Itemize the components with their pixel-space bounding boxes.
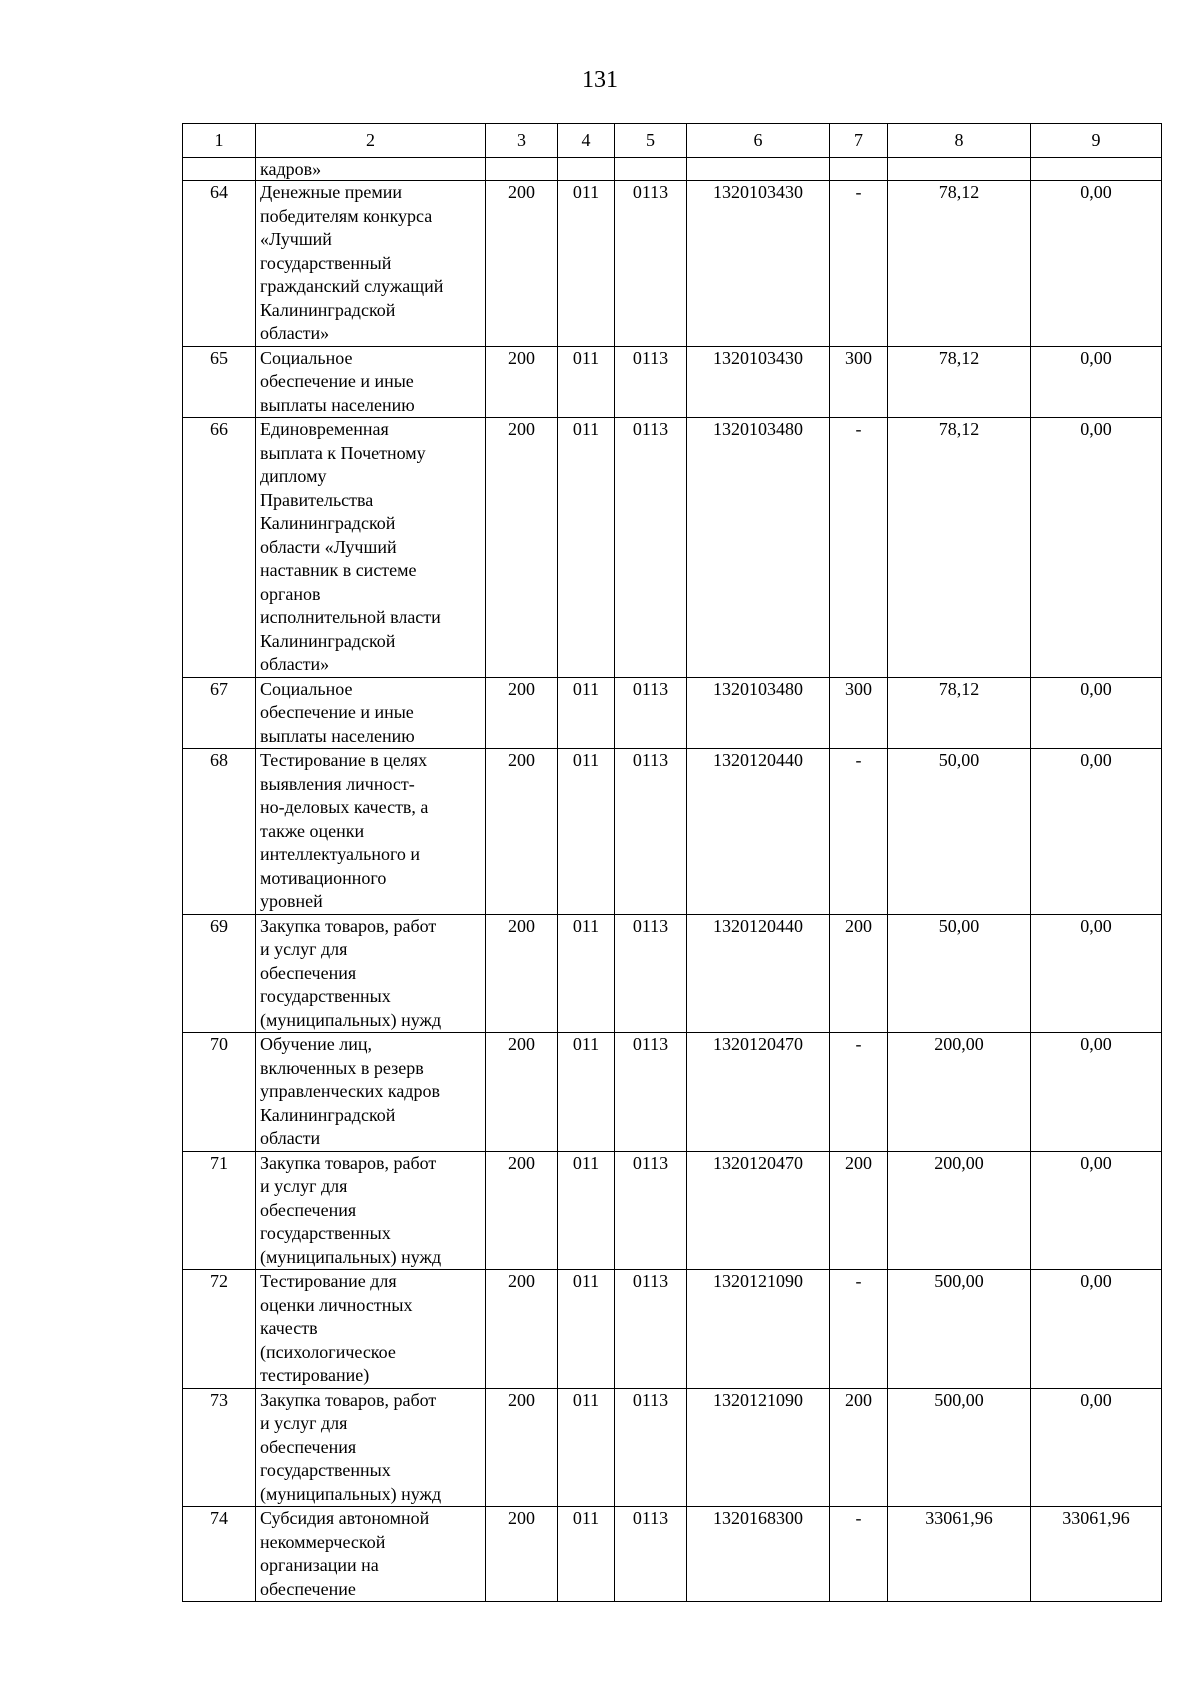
cell-col5: 0113: [615, 346, 687, 418]
row-name-line: и услуг для: [260, 1176, 348, 1196]
cell-col9: [1031, 158, 1162, 181]
cell-col3: 200: [486, 346, 558, 418]
row-name: [256, 418, 486, 678]
cell-col5: 0113: [615, 914, 687, 1033]
row-name-line: государственных: [260, 1460, 391, 1480]
cell-col4: 011: [558, 914, 615, 1033]
cell-col8: 200,00: [888, 1033, 1031, 1152]
cell-col6: [687, 158, 830, 181]
row-name-line: Калининградской: [260, 299, 396, 320]
cell-col7: -: [830, 1033, 888, 1152]
cell-col7: 300: [830, 677, 888, 749]
row-name-line: (муниципальных) нужд: [260, 1483, 442, 1504]
cell-col7: -: [830, 418, 888, 678]
row-name-line: Денежные премии: [260, 182, 403, 202]
cell-col6: 1320103480: [687, 418, 830, 678]
cell-col9: 0,00: [1031, 677, 1162, 749]
cell-col5: 0113: [615, 677, 687, 749]
row-name-line: уровней: [260, 891, 323, 911]
row-name-line: «Лучший: [260, 229, 332, 249]
cell-col4: 011: [558, 1507, 615, 1602]
cell-col6: 1320121090: [687, 1388, 830, 1507]
cell-col3: 200: [486, 418, 558, 678]
row-name-line: Закупка товаров, работ: [260, 915, 437, 936]
cell-col4: 011: [558, 181, 615, 347]
row-name-line: Правительства: [260, 489, 374, 510]
cell-col9: 0,00: [1031, 346, 1162, 418]
table-row: [183, 181, 1162, 347]
header-row: [183, 124, 1162, 158]
page-number: 131: [582, 67, 618, 93]
row-name-line: области: [260, 1128, 321, 1148]
cell-col8: 78,12: [888, 346, 1031, 418]
row-name-line: обеспечения: [260, 1436, 357, 1457]
table-row: [183, 346, 1162, 418]
cell-col9: 33061,96: [1031, 1507, 1162, 1602]
cell-col3: [486, 158, 558, 181]
header-cell-1: 1: [183, 124, 256, 158]
cell-col6: 1320120440: [687, 749, 830, 915]
row-name-line: также оценки: [260, 820, 365, 841]
cell-col6: 1320121090: [687, 1270, 830, 1389]
cell-col6: 1320120470: [687, 1151, 830, 1270]
row-name-line: исполнительной власти: [260, 607, 441, 627]
row-name-line: Тестирование для: [260, 1271, 397, 1291]
cell-col3: 200: [486, 677, 558, 749]
row-name-line: обеспечение и иные: [260, 702, 414, 722]
row-name-line: но-деловых качеств, а: [260, 797, 429, 817]
cell-col3: 200: [486, 181, 558, 347]
table-row: [183, 914, 1162, 1033]
cell-col7: 200: [830, 1388, 888, 1507]
cell-col3: 200: [486, 1270, 558, 1389]
cell-col6: 1320168300: [687, 1507, 830, 1602]
row-name-line: Закупка товаров, работ: [260, 1152, 437, 1173]
row-name-line: наставник в системе: [260, 560, 417, 580]
cell-col5: 0113: [615, 181, 687, 347]
cell-col4: 011: [558, 1388, 615, 1507]
row-number: 73: [183, 1388, 256, 1507]
row-name-line: Социальное: [260, 678, 353, 699]
row-number: 70: [183, 1033, 256, 1152]
cell-col5: 0113: [615, 1033, 687, 1152]
row-name-line: области»: [260, 323, 330, 343]
cell-col6: 1320120440: [687, 914, 830, 1033]
cell-col3: 200: [486, 749, 558, 915]
cell-col3: 200: [486, 1388, 558, 1507]
cell-col8: 500,00: [888, 1388, 1031, 1507]
cell-col3: 200: [486, 1151, 558, 1270]
cell-col9: 0,00: [1031, 1388, 1162, 1507]
row-name-line: государственных: [260, 1223, 391, 1243]
row-name-line: некоммерческой: [260, 1531, 386, 1552]
cell-col5: 0113: [615, 1270, 687, 1389]
header-cell-3: 3: [486, 124, 558, 158]
header-cell-5: 5: [615, 124, 687, 158]
cell-col6: 1320120470: [687, 1033, 830, 1152]
cell-col7: [830, 158, 888, 181]
table-row: [183, 1033, 1162, 1152]
cell-col5: [615, 158, 687, 181]
row-name: [256, 1388, 486, 1507]
row-number: 64: [183, 181, 256, 347]
table-row: [183, 749, 1162, 915]
cell-col9: 0,00: [1031, 418, 1162, 678]
row-name-line: организации на: [260, 1555, 379, 1575]
cell-col4: 011: [558, 1033, 615, 1152]
cell-col9: 0,00: [1031, 1151, 1162, 1270]
table-row: [183, 418, 1162, 678]
table-body: [183, 158, 1162, 1602]
cell-col3: 200: [486, 1507, 558, 1602]
cell-col7: 200: [830, 914, 888, 1033]
cell-col8: 500,00: [888, 1270, 1031, 1389]
row-name-line: обеспечение и иные: [260, 371, 414, 391]
row-name-line: Калининградской: [260, 1104, 396, 1125]
row-name-line: (психологическое: [260, 1341, 396, 1362]
row-number: 68: [183, 749, 256, 915]
row-name-line: выявления личност-: [260, 773, 415, 794]
cell-col4: 011: [558, 346, 615, 418]
row-number: [183, 158, 256, 181]
header-cell-2: 2: [256, 124, 486, 158]
row-name-line: тестирование): [260, 1365, 370, 1385]
cell-col8: 50,00: [888, 914, 1031, 1033]
cell-col7: -: [830, 749, 888, 915]
row-name-line: государственный: [260, 252, 392, 273]
cell-col9: 0,00: [1031, 1033, 1162, 1152]
header-cell-9: 9: [1031, 124, 1162, 158]
row-name-line: обеспечения: [260, 962, 357, 983]
cell-col7: 200: [830, 1151, 888, 1270]
cell-col7: 300: [830, 346, 888, 418]
row-name-line: диплому: [260, 466, 327, 486]
row-name-line: Обучение лиц,: [260, 1034, 373, 1054]
continuation-row: [183, 158, 1162, 181]
cell-col4: 011: [558, 749, 615, 915]
row-name: [256, 158, 486, 181]
row-number: 66: [183, 418, 256, 678]
table-row: [183, 1151, 1162, 1270]
cell-col7: -: [830, 1270, 888, 1389]
cell-col7: -: [830, 1507, 888, 1602]
row-name-line: включенных в резерв: [260, 1057, 424, 1078]
cell-col4: [558, 158, 615, 181]
row-name: [256, 1507, 486, 1602]
row-number: 69: [183, 914, 256, 1033]
cell-col8: 33061,96: [888, 1507, 1031, 1602]
row-number: 65: [183, 346, 256, 418]
row-name-line: и услуг для: [260, 1413, 348, 1433]
row-name-line: обеспечение: [260, 1578, 356, 1599]
cell-col5: 0113: [615, 1388, 687, 1507]
budget-table: [182, 123, 1162, 1602]
cell-col8: 78,12: [888, 418, 1031, 678]
header-cell-8: 8: [888, 124, 1031, 158]
row-name-line: выплаты населению: [260, 725, 415, 746]
cell-col9: 0,00: [1031, 1270, 1162, 1389]
cell-col5: 0113: [615, 1151, 687, 1270]
cell-col4: 011: [558, 418, 615, 678]
cell-col8: 50,00: [888, 749, 1031, 915]
header-cell-6: 6: [687, 124, 830, 158]
row-name-line: оценки личностных: [260, 1294, 413, 1315]
row-name-line: органов: [260, 583, 321, 604]
row-number: 67: [183, 677, 256, 749]
row-name-line: гражданский служащий: [260, 276, 444, 296]
cell-col4: 011: [558, 1151, 615, 1270]
table-row: [183, 1507, 1162, 1602]
cell-col6: 1320103480: [687, 677, 830, 749]
row-name-line: качеств: [260, 1318, 318, 1338]
row-name-line: государственных: [260, 986, 391, 1006]
row-name-line: выплата к Почетному: [260, 442, 426, 463]
cell-col6: 1320103430: [687, 181, 830, 347]
row-name: [256, 749, 486, 915]
row-name-line: Социальное: [260, 347, 353, 368]
header-cell-7: 7: [830, 124, 888, 158]
row-name-line: Субсидия автономной: [260, 1508, 430, 1528]
row-name-line: интеллектуального и: [260, 844, 421, 864]
cell-col9: 0,00: [1031, 181, 1162, 347]
row-name: [256, 914, 486, 1033]
cell-col8: 200,00: [888, 1151, 1031, 1270]
row-name-line: области «Лучший: [260, 536, 397, 557]
cell-col3: 200: [486, 1033, 558, 1152]
row-name-line: (муниципальных) нужд: [260, 1246, 442, 1267]
row-number: 72: [183, 1270, 256, 1389]
cell-col9: 0,00: [1031, 749, 1162, 915]
cell-col5: 0113: [615, 418, 687, 678]
cell-col8: 78,12: [888, 677, 1031, 749]
cell-col7: -: [830, 181, 888, 347]
cell-col3: 200: [486, 914, 558, 1033]
row-number: 71: [183, 1151, 256, 1270]
cell-col9: 0,00: [1031, 914, 1162, 1033]
table-row: [183, 677, 1162, 749]
row-name-line: Закупка товаров, работ: [260, 1389, 437, 1410]
cell-col5: 0113: [615, 749, 687, 915]
row-name: [256, 1033, 486, 1152]
cell-col4: 011: [558, 1270, 615, 1389]
row-name-line: Единовременная: [260, 419, 389, 439]
row-name-line: и услуг для: [260, 939, 348, 959]
row-name: [256, 1270, 486, 1389]
row-name-line: (муниципальных) нужд: [260, 1009, 442, 1030]
row-name: [256, 677, 486, 749]
row-name: [256, 346, 486, 418]
cell-col8: 78,12: [888, 181, 1031, 347]
row-name-line: области»: [260, 654, 330, 674]
table-row: [183, 1270, 1162, 1389]
header-cell-4: 4: [558, 124, 615, 158]
cell-col4: 011: [558, 677, 615, 749]
row-name-line: победителям конкурса: [260, 205, 433, 226]
cell-col6: 1320103430: [687, 346, 830, 418]
row-name: [256, 1151, 486, 1270]
row-name-line: кадров»: [260, 159, 322, 179]
row-name-line: Калининградской: [260, 630, 396, 651]
row-name: [256, 181, 486, 347]
cell-col5: 0113: [615, 1507, 687, 1602]
row-name-line: Калининградской: [260, 513, 396, 533]
cell-col8: [888, 158, 1031, 181]
table-row: [183, 1388, 1162, 1507]
row-name-line: обеспечения: [260, 1199, 357, 1220]
row-number: 74: [183, 1507, 256, 1602]
row-name-line: мотивационного: [260, 867, 387, 888]
row-name-line: выплаты населению: [260, 394, 415, 415]
row-name-line: управленческих кадров: [260, 1081, 440, 1101]
row-name-line: Тестирование в целях: [260, 750, 428, 770]
